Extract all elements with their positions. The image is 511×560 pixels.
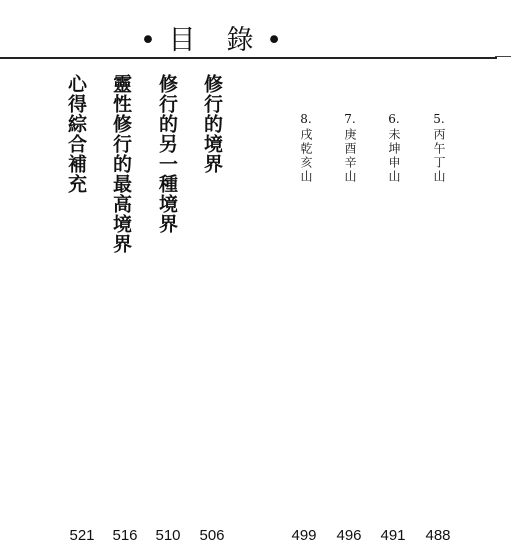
toc-entry-title: 修行的另一種境界 (156, 74, 178, 234)
toc-sub-entry[interactable] (383, 112, 405, 184)
toc-sub-entry-number: 7. (344, 112, 356, 126)
page-title: • 目 錄 • (140, 25, 285, 56)
toc-sub-entry[interactable] (339, 112, 361, 184)
page-number: 521 (69, 527, 95, 544)
toc-header (0, 14, 511, 58)
toc-sub-entry-number: 8. (300, 112, 312, 126)
page-number: 510 (155, 527, 181, 544)
toc-sub-entry-title: 未坤申山 (387, 128, 401, 184)
toc-sub-entry-number: 5. (433, 112, 445, 126)
page-number: 496 (336, 527, 362, 544)
toc-sub-entry[interactable] (295, 112, 317, 184)
toc-entry[interactable] (156, 74, 178, 234)
toc-sub-entry-title: 戌乾亥山 (299, 128, 313, 184)
toc-entry-title: 靈性修行的最高境界 (110, 74, 132, 254)
page-number: 516 (112, 527, 138, 544)
toc-sub-entry-title: 丙午丁山 (432, 128, 446, 184)
page-number: 488 (425, 527, 451, 544)
page-number: 506 (199, 527, 225, 544)
toc-entry[interactable] (65, 74, 87, 194)
page-number: 491 (380, 527, 406, 544)
page-number: 499 (291, 527, 317, 544)
toc-entry-title: 心得綜合補充 (65, 74, 87, 194)
toc-entry[interactable] (201, 74, 223, 174)
toc-sub-entry-number: 6. (388, 112, 400, 126)
toc-entry[interactable] (110, 74, 132, 254)
toc-sub-entry-title: 庚酉辛山 (343, 128, 357, 184)
toc-sub-entry[interactable] (428, 112, 450, 184)
header-divider (0, 57, 497, 59)
toc-entry-title: 修行的境界 (201, 74, 223, 174)
